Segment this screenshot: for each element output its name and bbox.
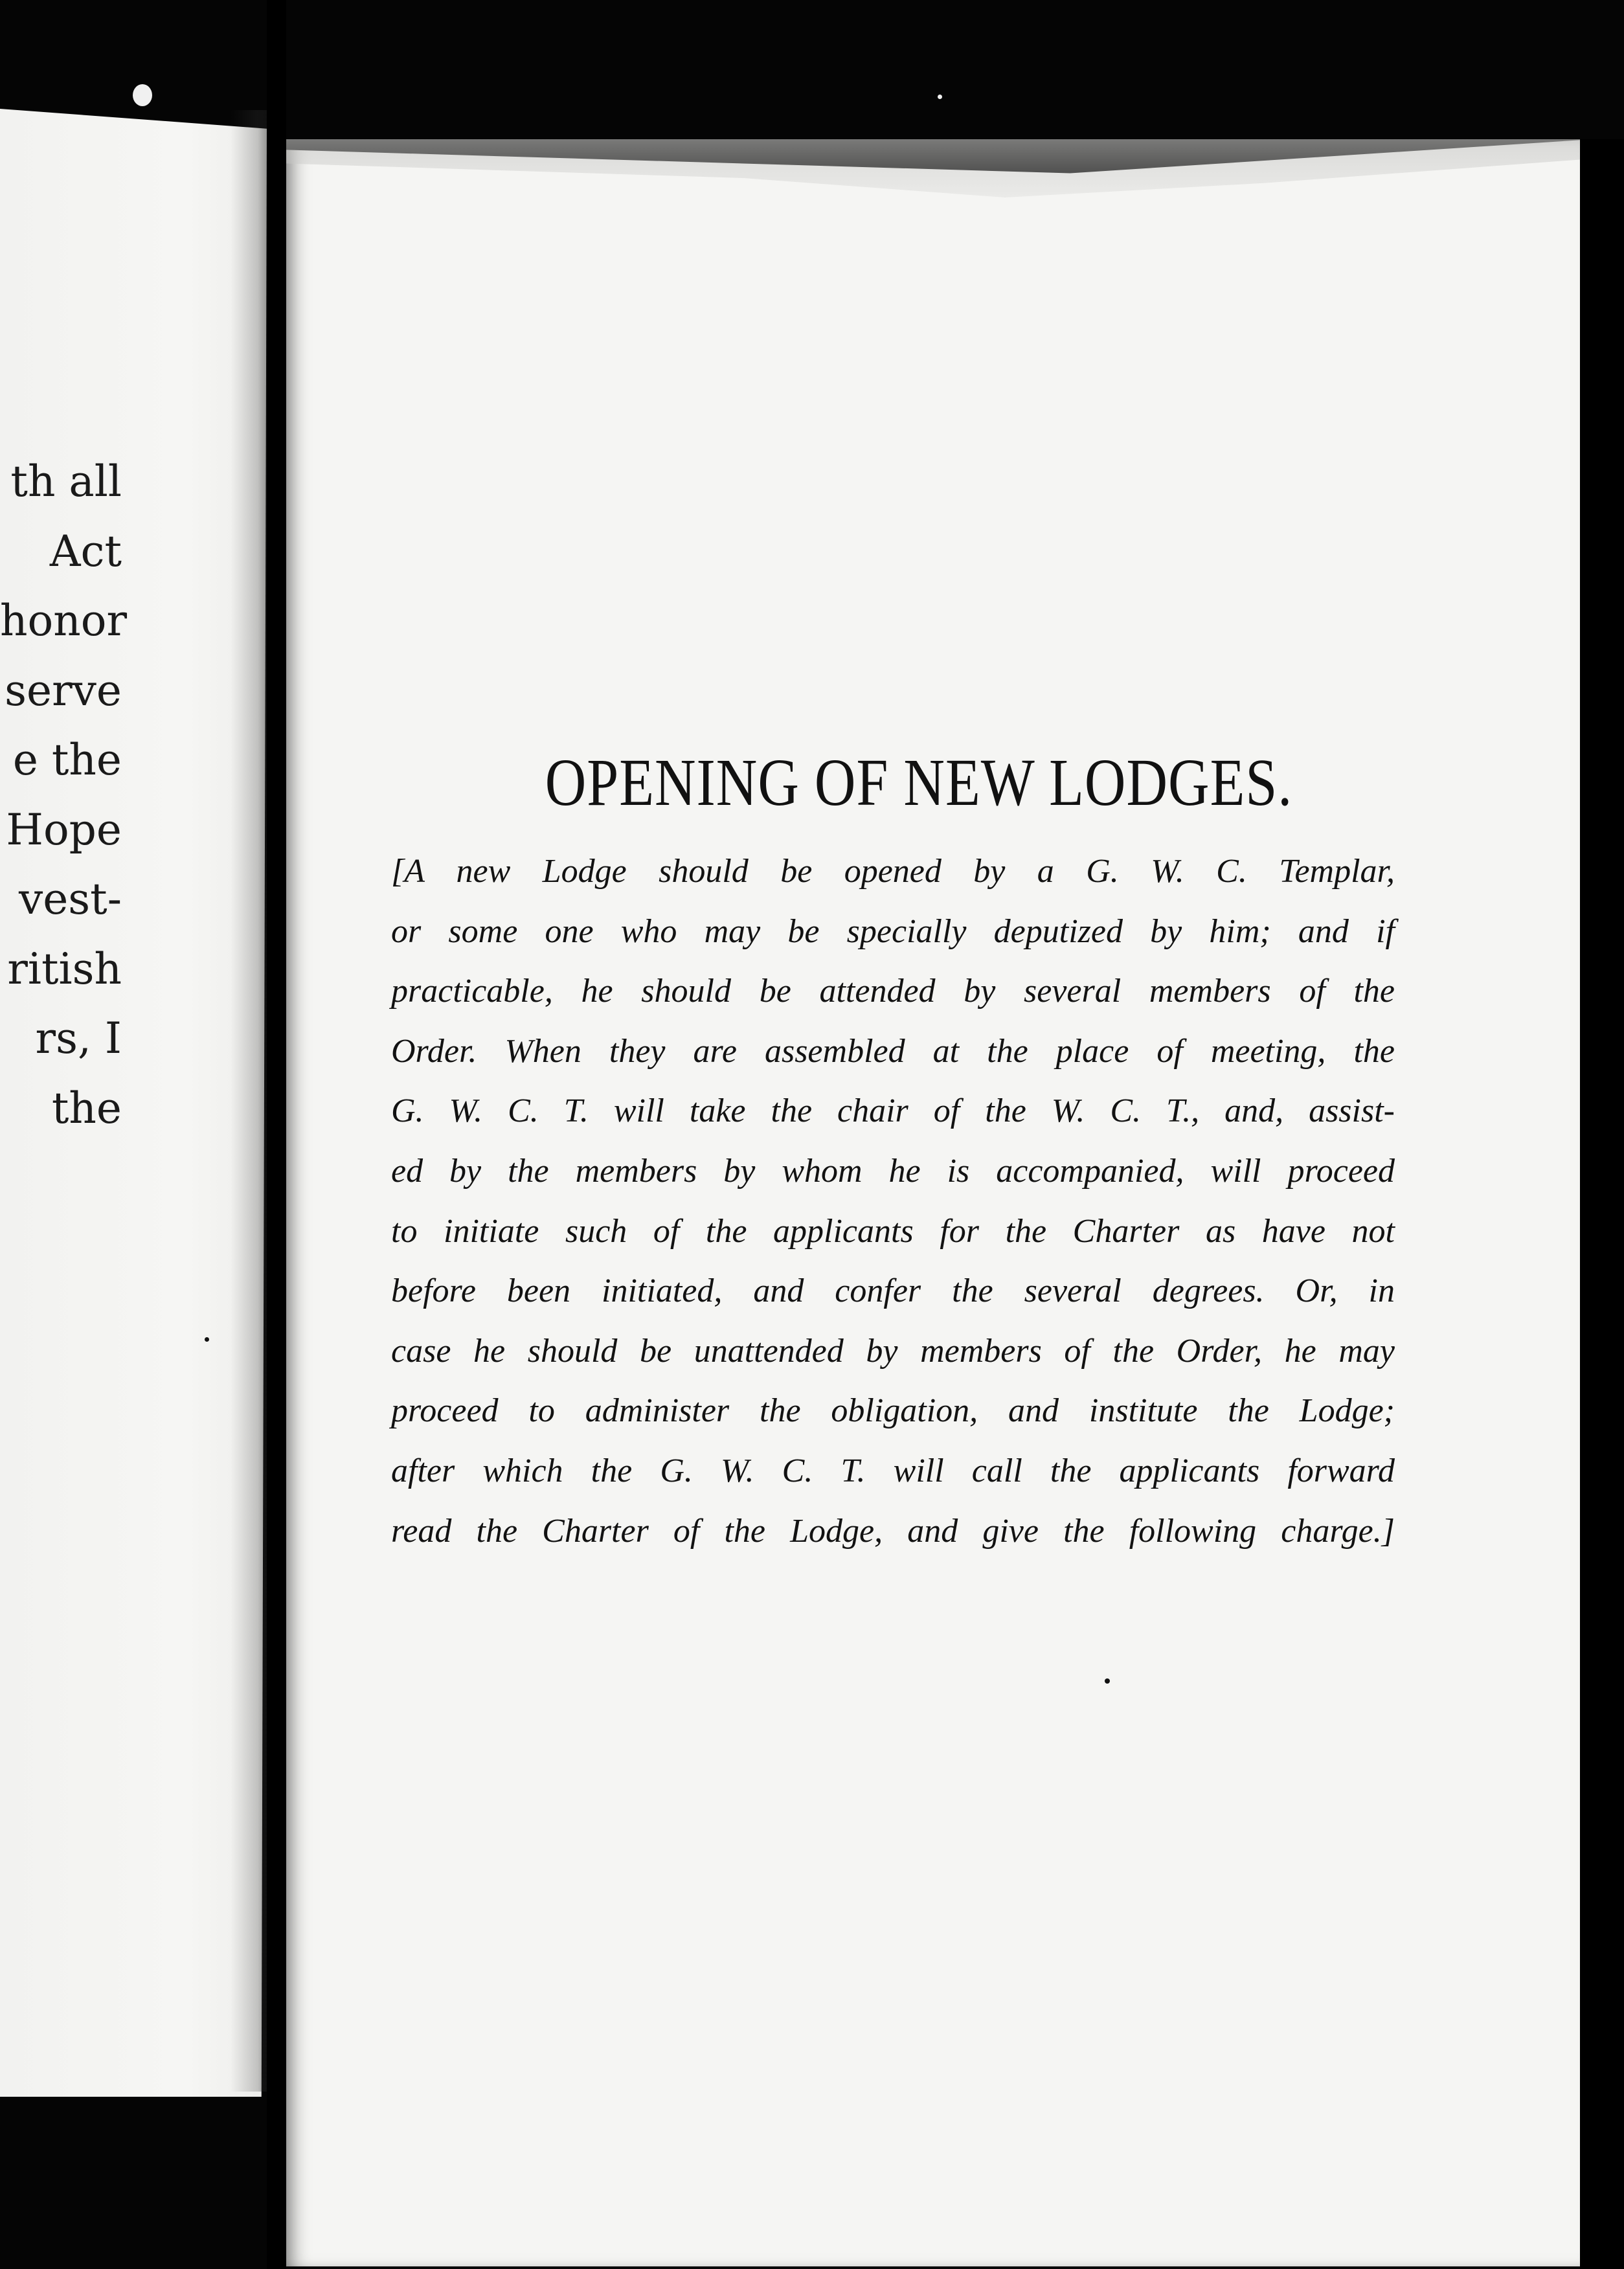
left-line: Hope: [6, 804, 122, 855]
paragraph-line: ed by the members by whom he is accompanied, will proceed: [391, 1152, 1395, 1190]
scan-dot: [205, 1337, 209, 1342]
paragraph-line: proceed to administer the obligation, and institute the Lodge;: [391, 1392, 1395, 1430]
left-line: th all: [10, 457, 122, 506]
paragraph-line: or some one who may be specially deputized by him; and if: [391, 912, 1395, 950]
left-line: rs, I: [35, 1013, 122, 1063]
left-line: vest-: [18, 874, 122, 924]
paragraph-line: practicable, he should be attended by several members of the: [391, 973, 1395, 1010]
instruction-paragraph: [391, 842, 1395, 1561]
left-line: the: [51, 1083, 122, 1133]
paragraph-line: read the Charter of the Lodge, and give the following charge.]: [391, 1512, 1395, 1550]
paragraph-line: case he should be unattended by members of the Order, he may: [391, 1332, 1395, 1370]
scan-speck: [938, 95, 942, 99]
paragraph-line: to initiate such of the applicants for the Charter as have not: [391, 1212, 1395, 1250]
left-line: e the: [12, 735, 122, 785]
left-line: honor: [0, 596, 128, 646]
scan-dot: [1105, 1678, 1110, 1684]
paragraph-line: before been initiated, and confer the several degrees. Or, in: [391, 1272, 1395, 1310]
scan-border-right: [1580, 139, 1624, 2269]
left-line: ritish: [7, 943, 122, 994]
paragraph-line: G. W. C. T. will take the chair of the W. C. T., and, assist-: [391, 1092, 1395, 1130]
section-title: OPENING OF NEW LODGES.: [545, 746, 1293, 820]
paragraph-line: after which the G. W. C. T. will call the applicants forward: [391, 1452, 1395, 1489]
left-line: serve: [5, 665, 122, 716]
paragraph-line: Order. When they are assembled at the place of meeting, the: [391, 1032, 1395, 1070]
scan-speck: [133, 84, 152, 106]
left-line: Act: [49, 526, 122, 576]
paragraph-line: [A new Lodge should be opened by a G. W. C. Templar,: [391, 853, 1395, 890]
book-spine: [267, 0, 286, 2269]
